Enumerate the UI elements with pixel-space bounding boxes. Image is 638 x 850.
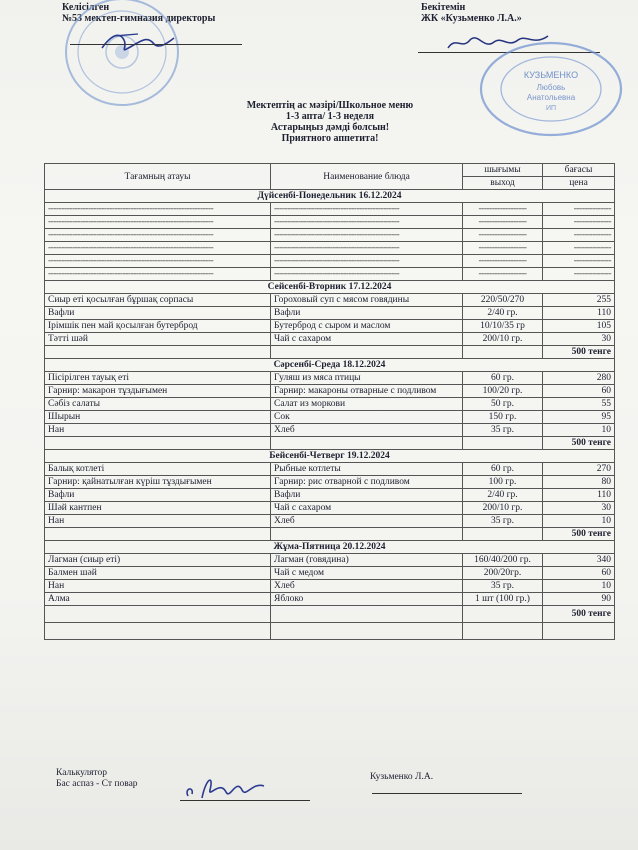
day-title: Жұма-Пятница 20.12.2024 [45, 541, 615, 554]
dish-yield: 200/20гр. [463, 567, 543, 580]
dish-price: 340 [543, 554, 615, 567]
day-title: Сейсенбі-Вторник 17.12.2024 [45, 281, 615, 294]
footer-right-name: Кузьменко Л.А. [370, 772, 434, 782]
dish-price: 105 [543, 320, 615, 333]
dish-price: 30 [543, 333, 615, 346]
dish-yield: 35 гр. [463, 424, 543, 437]
dish-kz: Гарнир: макарон тұздығымен [45, 385, 271, 398]
day-total: 500 тенге [543, 606, 615, 623]
dish-price: 10 [543, 515, 615, 528]
dish-price: 80 [543, 476, 615, 489]
dish-ru: Хлеб [271, 424, 463, 437]
day-title: Бейсенбі-Четверг 19.12.2024 [45, 450, 615, 463]
stamp-text-2: Любовь [536, 83, 566, 92]
table-row [45, 255, 615, 268]
day-total: 500 тенге [543, 346, 615, 359]
dash-cell: ----------------------------------------------- [271, 255, 463, 268]
dish-price: 280 [543, 372, 615, 385]
col-header-ru: Наименование блюда [271, 164, 463, 190]
dish-ru: Бутерброд с сыром и маслом [271, 320, 463, 333]
dish-yield: 50 гр. [463, 398, 543, 411]
table-row [45, 268, 615, 281]
table-row [45, 580, 615, 593]
dish-ru: Гуляш из мяса птицы [271, 372, 463, 385]
dash-cell: ----------------------------------------------- [271, 268, 463, 281]
table-row [45, 463, 615, 476]
dish-yield: 220/50/270 [463, 294, 543, 307]
dash-cell: -------------- [543, 203, 615, 216]
dish-kz: Шәй кантпен [45, 502, 271, 515]
dish-price: 90 [543, 593, 615, 606]
dash-cell: -------------------------------------------------------------- [45, 242, 271, 255]
footer-chef-label: Бас аспаз - Ст повар [56, 779, 138, 789]
day-header-monday [45, 190, 615, 203]
table-row [45, 476, 615, 489]
stamp-text-3: Анатольевна [526, 93, 576, 102]
day-total: 500 тенге [543, 528, 615, 541]
dish-kz: Вафли [45, 489, 271, 502]
col-header-price-ru: цена [543, 177, 615, 190]
table-row [45, 385, 615, 398]
day-title: Дүйсенбі-Понедельник 16.12.2024 [45, 190, 615, 203]
table-row [45, 515, 615, 528]
total-row [45, 606, 615, 623]
dish-yield: 2/40 гр. [463, 307, 543, 320]
approval-right-role: ЖК «Кузьменко Л.А.» [421, 13, 522, 24]
dish-kz: Лагман (сиыр еті) [45, 554, 271, 567]
footer-calc-label: Калькулятор [56, 768, 108, 778]
table-row-empty [45, 623, 615, 640]
table-row [45, 307, 615, 320]
dish-ru: Сок [271, 411, 463, 424]
dash-cell: -------------------------------------------------------------- [45, 255, 271, 268]
table-row [45, 424, 615, 437]
dash-cell: ------------------ [463, 255, 543, 268]
col-header-kz: Тағамның атауы [45, 164, 271, 190]
table-row [45, 593, 615, 606]
dish-ru: Хлеб [271, 515, 463, 528]
stamp-text-4: ИП [545, 105, 557, 112]
dish-kz: Сәбіз салаты [45, 398, 271, 411]
dash-cell: -------------- [543, 216, 615, 229]
dash-cell: -------------------------------------------------------------- [45, 216, 271, 229]
table-row [45, 554, 615, 567]
dish-kz: Вафли [45, 307, 271, 320]
approval-left-label: Келісілген [62, 2, 110, 13]
dish-ru: Чай с сахаром [271, 333, 463, 346]
dish-price: 30 [543, 502, 615, 515]
left-signature [98, 28, 178, 58]
chef-signature [180, 768, 270, 808]
table-row [45, 567, 615, 580]
dish-yield: 200/10 гр. [463, 502, 543, 515]
dish-price: 10 [543, 424, 615, 437]
dish-ru: Хлеб [271, 580, 463, 593]
total-row [45, 346, 615, 359]
dish-kz: Балмен шәй [45, 567, 271, 580]
dash-cell: -------------------------------------------------------------- [45, 203, 271, 216]
table-row [45, 216, 615, 229]
table-row [45, 411, 615, 424]
table-row [45, 372, 615, 385]
dish-ru: Чай с медом [271, 567, 463, 580]
day-header-wednesday [45, 359, 615, 372]
dish-yield: 35 гр. [463, 580, 543, 593]
dash-cell: -------------- [543, 242, 615, 255]
chef-sign-line [180, 800, 310, 801]
table-row [45, 333, 615, 346]
table-row [45, 320, 615, 333]
dish-yield: 100/20 гр. [463, 385, 543, 398]
dish-kz: Алма [45, 593, 271, 606]
right-footer-sign-line [372, 793, 522, 794]
menu-title-line-1: Мектептің ас мәзірі/Школьное меню [246, 100, 414, 111]
dish-yield: 200/10 гр. [463, 333, 543, 346]
dish-ru: Салат из моркови [271, 398, 463, 411]
dish-kz: Ірімшік пен май қосылған бутерброд [45, 320, 271, 333]
dish-ru: Чай с сахаром [271, 502, 463, 515]
dish-yield: 1 шт (100 гр.) [463, 593, 543, 606]
dash-cell: -------------------------------------------------------------- [45, 268, 271, 281]
col-header-yield-kz: шығымы [463, 164, 543, 177]
stamp-text-1: КУЗЬМЕНКО [523, 70, 579, 80]
dash-cell: ------------------ [463, 216, 543, 229]
dish-yield: 60 гр. [463, 463, 543, 476]
dish-ru: Гороховый суп с мясом говядины [271, 294, 463, 307]
dish-kz: Гарнир: қайнатылған күріш тұздығымен [45, 476, 271, 489]
day-title: Сәрсенбі-Среда 18.12.2024 [45, 359, 615, 372]
table-row [45, 489, 615, 502]
total-row [45, 528, 615, 541]
dish-price: 55 [543, 398, 615, 411]
day-header-tuesday [45, 281, 615, 294]
menu-table [44, 163, 615, 640]
dish-ru: Яблоко [271, 593, 463, 606]
dash-cell: ----------------------------------------------- [271, 242, 463, 255]
dish-price: 10 [543, 580, 615, 593]
dash-cell: ------------------ [463, 203, 543, 216]
dish-ru: Гарнир: макароны отварные с подливом [271, 385, 463, 398]
dish-price: 60 [543, 567, 615, 580]
dish-kz: Балық котлеті [45, 463, 271, 476]
dash-cell: ------------------ [463, 242, 543, 255]
left-sign-line [70, 44, 242, 45]
table-row [45, 229, 615, 242]
dish-yield: 60 гр. [463, 372, 543, 385]
dish-kz: Нан [45, 580, 271, 593]
table-header-row [45, 164, 615, 177]
dish-kz: Нан [45, 515, 271, 528]
table-row [45, 203, 615, 216]
dash-cell: ----------------------------------------------- [271, 203, 463, 216]
dish-kz: Тәтті шәй [45, 333, 271, 346]
menu-title-line-2: 1-3 апта/ 1-3 неделя [285, 111, 375, 122]
dish-yield: 2/40 гр. [463, 489, 543, 502]
dash-cell: -------------- [543, 229, 615, 242]
table-row [45, 294, 615, 307]
dash-cell: -------------------------------------------------------------- [45, 229, 271, 242]
dish-kz: Пісірілген тауық еті [45, 372, 271, 385]
approval-left-role: №53 мектеп-гимназия директоры [62, 13, 216, 24]
dash-cell: ------------------ [463, 229, 543, 242]
dish-kz: Шырын [45, 411, 271, 424]
dish-ru: Вафли [271, 489, 463, 502]
menu-title-line-4: Приятного аппетита! [281, 133, 379, 144]
dish-yield: 10/10/35 гр [463, 320, 543, 333]
dash-cell: ----------------------------------------------- [271, 229, 463, 242]
menu-title-line-3: Астарыңыз дәмді болсын! [270, 122, 390, 133]
dish-yield: 150 гр. [463, 411, 543, 424]
approval-right-label: Бекітемін [421, 2, 466, 13]
dish-yield: 160/40/200 гр. [463, 554, 543, 567]
table-row [45, 242, 615, 255]
dash-cell: -------------- [543, 268, 615, 281]
table-row [45, 398, 615, 411]
col-header-yield-ru: выход [463, 177, 543, 190]
dish-ru: Гарнир: рис отварной с подливом [271, 476, 463, 489]
total-row [45, 437, 615, 450]
dish-price: 110 [543, 307, 615, 320]
dish-kz: Сиыр еті қосылған бұршақ сорпасы [45, 294, 271, 307]
day-total: 500 тенге [543, 437, 615, 450]
table-row [45, 502, 615, 515]
day-header-friday [45, 541, 615, 554]
dish-price: 270 [543, 463, 615, 476]
dash-cell: -------------- [543, 255, 615, 268]
dish-yield: 35 гр. [463, 515, 543, 528]
dash-cell: ------------------ [463, 268, 543, 281]
day-header-thursday [45, 450, 615, 463]
dish-ru: Вафли [271, 307, 463, 320]
dish-price: 255 [543, 294, 615, 307]
dish-kz: Нан [45, 424, 271, 437]
dish-yield: 100 гр. [463, 476, 543, 489]
dish-ru: Лагман (говядина) [271, 554, 463, 567]
dish-price: 60 [543, 385, 615, 398]
dash-cell: ----------------------------------------------- [271, 216, 463, 229]
dish-price: 95 [543, 411, 615, 424]
col-header-price-kz: бағасы [543, 164, 615, 177]
dish-ru: Рыбные котлеты [271, 463, 463, 476]
dish-price: 110 [543, 489, 615, 502]
